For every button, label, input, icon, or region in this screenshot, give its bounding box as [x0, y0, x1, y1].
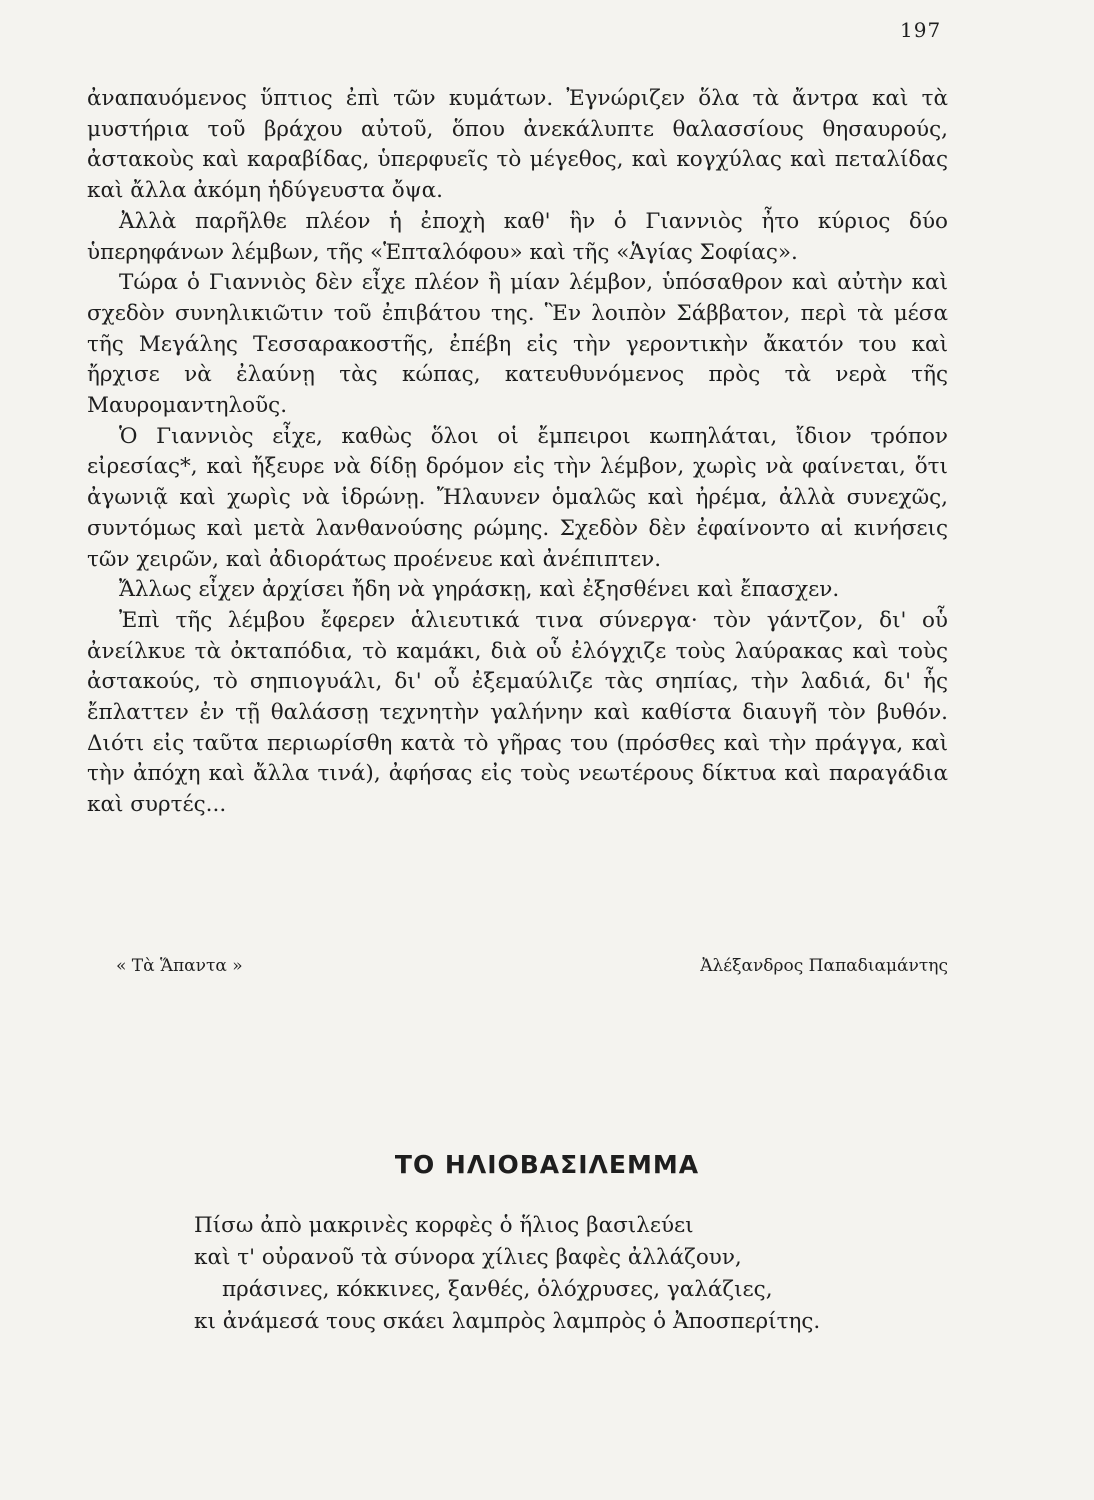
attribution: [116, 956, 948, 976]
paragraph: Ὁ Γιαννιὸς εἶχε, καθὼς ὅλοι οἱ ἔμπειροι κωπηλάται, ἴδιον τρόπον εἰρεσίας*, καὶ ἤξευρε νὰ δίδῃ δρόμον εἰς τὴν λέμβον, χωρὶς νὰ φαίνεται, ὅτι ἀγωνιᾷ καὶ χωρὶς νὰ ἱδρώνῃ. Ἤλαυνεν ὁμαλῶς καὶ ἠρέμα, ἀλλὰ συνεχῶς, συντόμως καὶ μετὰ λανθανούσης ρώμης. Σχεδὸν δὲν ἐφαίνοντο αἱ κινήσεις τῶν χειρῶν, καὶ ἀδιοράτως προένευε καὶ ἀνέπιπτεν.: [87, 423, 948, 572]
poem-line: Πίσω ἀπὸ μακρινὲς κορφὲς ὁ ἥλιος βασιλεύει: [194, 1213, 694, 1238]
author-name: Ἀλέξανδρος Παπαδιαμάντης: [700, 956, 948, 976]
paragraph: Ἐπὶ τῆς λέμβου ἔφερεν ἁλιευτικά τινα σύνεργα· τὸν γάντζον, δι' οὗ ἀνείλκυε τὰ ὀκταπόδια, τὸ καμάκι, διὰ οὗ ἐλόγχιζε τοὺς λαύρακας καὶ τοὺς ἀστακούς, τὸ σηπιογυάλι, δι' οὗ ἐξεμαύλιζε τὰς σηπίας, τὴν λαδιά, δι' ἧς ἔπλαττεν ἐν τῇ θαλάσσῃ τεχνητὴν γαλήνην καὶ καθίστα διαυγῆ τὸν βυθόν. Διότι εἰς ταῦτα περιωρίσθη κατὰ τὸ γῆρας του (πρόσθες καὶ τὴν πράγγα, καὶ τὴν ἀπόχη καὶ ἄλλα τινά), ἀφήσας εἰς τοὺς νεωτέρους δίκτυα καὶ παραγάδια καὶ συρτές...: [87, 607, 948, 818]
page-number: 197: [900, 18, 942, 42]
poem-line: καὶ τ' οὐρανοῦ τὰ σύνορα χίλιες βαφὲς ἀλλάζουν,: [194, 1245, 742, 1270]
source-title: « Τὰ Ἅπαντα »: [116, 956, 243, 976]
paragraph: Τώρα ὁ Γιαννιὸς δὲν εἶχε πλέον ἢ μίαν λέμβον, ὑπόσαθρον καὶ αὐτὴν καὶ σχεδὸν συνηλικιῶτιν τοῦ ἐπιβάτου της. Ἓν λοιπὸν Σάββατον, περὶ τὰ μέσα τῆς Μεγάλης Τεσσαρακοστῆς, ἐπέβη εἰς τὴν γεροντικὴν ἄκατόν του καὶ ἤρχισε νὰ ἐλαύνῃ τὰς κώπας, κατευθυνόμενος πρὸς τὰ νερὰ τῆς Μαυρομαντηλοῦς.: [87, 270, 948, 419]
paragraph: Ἄλλως εἶχεν ἀρχίσει ἤδη νὰ γηράσκῃ, καὶ ἐξησθένει καὶ ἔπασχεν.: [119, 577, 840, 603]
poem-line: πράσινες, κόκκινες, ξανθές, ὁλόχρυσες, γαλάζιες,: [222, 1277, 773, 1302]
poem: [194, 1210, 820, 1338]
paragraph: Ἀλλὰ παρῆλθε πλέον ἡ ἐποχὴ καθ' ἣν ὁ Γιαννιὸς ἦτο κύριος δύο ὑπερηφάνων λέμβων, τῆς «Ἑπταλόφου» καὶ τῆς «Ἁγίας Σοφίας».: [87, 208, 948, 265]
poem-line: κι ἀνάμεσά τους σκάει λαμπρὸς λαμπρὸς ὁ Ἀποσπερίτης.: [194, 1309, 821, 1334]
prose-body: [87, 84, 948, 821]
poem-title: ΤΟ ΗΛΙΟΒΑΣΙΛΕΜΜΑ: [394, 1150, 700, 1179]
paragraph: ἀναπαυόμενος ὕπτιος ἐπὶ τῶν κυμάτων. Ἐγνώριζεν ὅλα τὰ ἄντρα καὶ τὰ μυστήρια τοῦ βράχου αὐτοῦ, ὅπου ἀνεκάλυπτε θαλασσίους θησαυρούς, ἀστακοὺς καὶ καραβίδας, ὑπερφυεῖς τὸ μέγεθος, καὶ κογχύλας καὶ πεταλίδας καὶ ἄλλα ἀκόμη ἡδύγευστα ὄψα.: [87, 86, 948, 204]
